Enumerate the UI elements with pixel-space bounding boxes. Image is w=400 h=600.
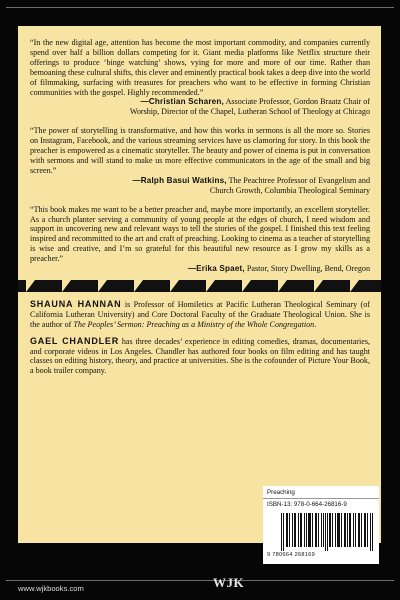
endorser-name: —Christian Scharen, <box>140 97 224 107</box>
endorser-name: —Erika Spaet, <box>187 264 245 274</box>
endorsement-attribution-1 <box>30 97 370 117</box>
film-frame-top-line <box>6 7 394 8</box>
endorsement-quote-1: “In the new digital age, attention has become the most important commodity, and companies currently spend over half a billion dollars competing for it. Giant media platforms like Netflix structure their offerings to produce ‘binge watching’ shows, vying for more and more of our time. Rather than bemoaning these cultural shifts, this clever and eminently practical book takes a deep dive into the world of filmmaking, surfacing with treasures for preachers who want to be effective in forming Christian communities with the gospel. Highly recommended.” <box>30 38 370 97</box>
isbn-barcode-box <box>263 486 379 564</box>
barcode-number: 9 780664 268169 <box>267 552 316 558</box>
film-frame-bottom-line <box>6 580 394 581</box>
endorsement-attribution-3 <box>30 264 370 274</box>
author-bio-text: is Professor of Homiletics at Pacific Lutheran Theological Seminary (of California Lutheran University) and Core Doctoral Faculty of the Graduate Theological Union. She is the author of <box>30 299 370 329</box>
content-panel <box>18 26 381 543</box>
endorsement-attribution-2 <box>30 176 370 196</box>
book-title: The Peoples’ Sermon: Preaching as a Ministry of the Whole Congregation <box>73 319 315 329</box>
endorser-title: Pastor, Story Dwelling, Bend, Oregon <box>246 264 370 274</box>
endorser-title: Church Growth, Columbia Theological Seminary <box>209 185 370 195</box>
publisher-website: www.wjkbooks.com <box>18 584 84 593</box>
endorser-title: Associate Professor, Gordon Braatz Chair of <box>225 97 370 107</box>
endorser-title: Worship, Director of the Chapel, Lutheran School of Theology at Chicago <box>129 107 370 117</box>
author-bio-1: SHAUNA HANNAN is Professor of Homiletics at Pacific Lutheran Theological Seminary (of California Lutheran University) and Core Doctoral Faculty of the Graduate Theological Union. She is the author of The Peoples’ Sermon: Preaching as a Ministry of the Whole Congregation. <box>30 298 370 329</box>
author-bio-2 <box>30 337 370 377</box>
endorser-name: —Ralph Basui Watkins, <box>132 175 227 185</box>
publisher-logo: WJK <box>213 575 245 590</box>
clapperboard-divider <box>18 280 381 292</box>
endorsement-quote-2: “The power of storytelling is transformative, and how this works in sermons is all the more so. Stories on Instagram, Facebook, and the various streaming services have us clamoring for story. In this book the preacher is empowered as a cinematic storyteller. The beauty and power of cinema is put in conversation with sermons and will stand to make us more effective communicators in the age of the small and big screen.” <box>30 126 370 175</box>
author-bio-text: has three decades’ experience in editing comedies, dramas, documentaries, and corporate videos in Los Angeles. Chandler has authored four books on film editing and has taught classes on editing history, theory, and practice at universities. She is the cofounder of Picture Your Book, a book trailer company. <box>30 336 370 376</box>
author-name: SHAUNA HANNAN <box>30 298 122 309</box>
barcode-image <box>281 513 373 551</box>
isbn-number: ISBN-13: 978-0-664-26816-9 <box>267 501 347 508</box>
endorsement-quote-3: “This book makes me want to be a better preacher and, maybe more importantly, an excellent storyteller. As a church planter serving a community of young people at the edges of church, I need wisdom and support in uncovering new and relevant ways to tell the stories of the gospel. I finished this text feeling inspired and recommitted to the art and craft of preaching. Looking to cinema as a teacher of storytelling is wise and creative, and I’m so grateful for this beautiful new resource as I grow my skills as a preacher.” <box>30 204 370 264</box>
endorser-title: The Peachtree Professor of Evangelism and <box>228 175 370 185</box>
author-name: GAEL CHANDLER <box>30 335 120 346</box>
category-label: Preaching <box>267 489 295 496</box>
